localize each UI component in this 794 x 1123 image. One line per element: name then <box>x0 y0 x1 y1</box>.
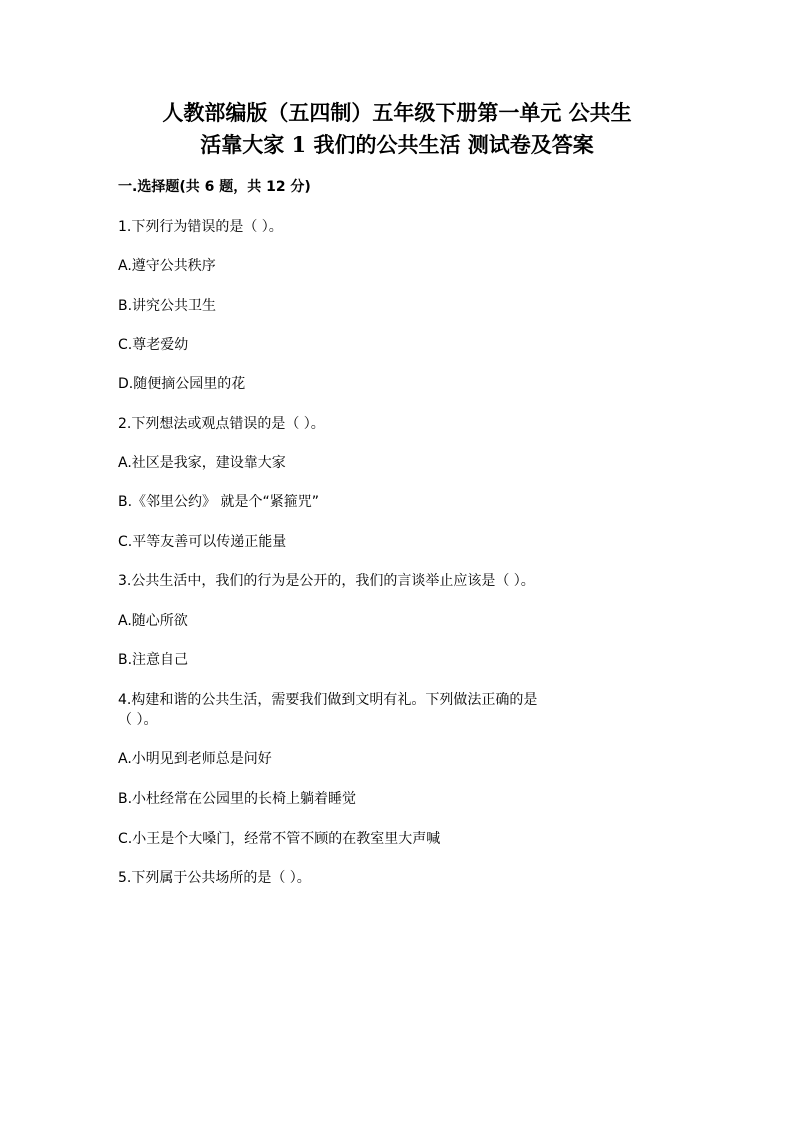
question-3-stem: 3.公共生活中，我们的行为是公开的，我们的言谈举止应该是（ ）。 <box>118 573 535 589</box>
question-1-stem: 1.下列行为错误的是（ ）。 <box>118 219 283 235</box>
document-title-line-1: 人教部编版（五四制）五年级下册第一单元 公共生 <box>162 100 632 125</box>
question-2-stem: 2.下列想法或观点错误的是（ ）。 <box>118 416 325 432</box>
question-1-option-d: D.随便摘公园里的花 <box>118 376 246 392</box>
question-3-option-a: A.随心所欲 <box>118 613 188 629</box>
question-4-option-a: A.小明见到老师总是问好 <box>118 751 272 767</box>
question-4-option-b: B.小杜经常在公园里的长椅上躺着睡觉 <box>118 791 357 807</box>
document-title-line-2: 活靠大家 1 我们的公共生活 测试卷及答案 <box>200 132 594 157</box>
question-1-option-c: C.尊老爱幼 <box>118 337 189 353</box>
question-1-option-a: A.遵守公共秩序 <box>118 258 216 274</box>
question-2-option-a: A.社区是我家，建设靠大家 <box>118 455 286 471</box>
question-3-option-b: B.注意自己 <box>118 652 189 668</box>
question-1-option-b: B.讲究公共卫生 <box>118 298 217 314</box>
question-4-option-c: C.小王是个大嗓门，经常不管不顾的在教室里大声喊 <box>118 831 441 847</box>
question-4-stem: 4.构建和谐的公共生活，需要我们做到文明有礼。下列做法正确的是 <box>118 692 538 708</box>
question-2-option-b: B.《邻里公约》 就是个“紧箍咒” <box>118 494 320 510</box>
question-2-option-c: C.平等友善可以传递正能量 <box>118 534 287 550</box>
question-5-stem: 5.下列属于公共场所的是（ ）。 <box>118 870 311 886</box>
question-4-stem-continued: （ ）。 <box>118 712 158 728</box>
section-heading: 一.选择题(共 6 题，共 12 分) <box>118 179 311 195</box>
